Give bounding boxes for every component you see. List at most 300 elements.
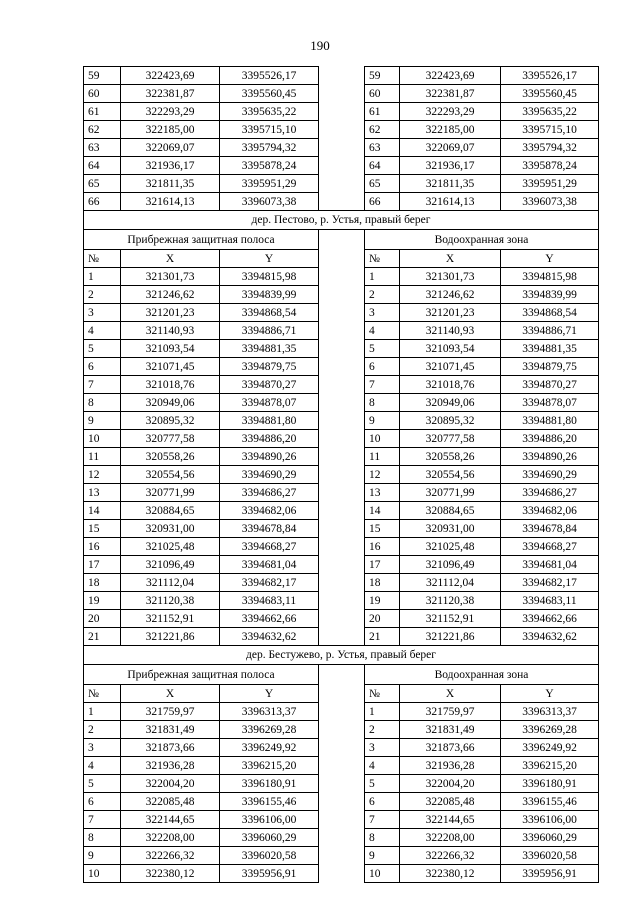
column-gap [319, 430, 365, 448]
left-y-coordinate: 3394686,27 [220, 484, 319, 502]
left-x-coordinate: 321759,97 [121, 703, 220, 721]
left-point-number: 8 [84, 829, 121, 847]
right-x-coordinate: 321301,73 [400, 268, 501, 286]
zone-title-left: Прибрежная защитная полоса [84, 230, 319, 250]
right-header-number: № [365, 685, 400, 703]
left-x-coordinate: 321936,17 [121, 157, 220, 175]
right-point-number: 1 [365, 268, 400, 286]
left-x-coordinate: 321831,49 [121, 721, 220, 739]
left-header-y: Y [220, 250, 319, 268]
left-x-coordinate: 320895,32 [121, 412, 220, 430]
right-point-number: 7 [365, 811, 400, 829]
left-y-coordinate: 3394668,27 [220, 538, 319, 556]
left-y-coordinate: 3394683,11 [220, 592, 319, 610]
left-point-number: 65 [84, 175, 121, 193]
left-point-number: 7 [84, 376, 121, 394]
left-point-number: 7 [84, 811, 121, 829]
table-row [84, 538, 599, 556]
section-title-row [84, 211, 599, 230]
right-y-coordinate: 3394682,17 [501, 574, 599, 592]
table-row [84, 157, 599, 175]
left-y-coordinate: 3394678,84 [220, 520, 319, 538]
right-point-number: 10 [365, 430, 400, 448]
left-y-coordinate: 3396269,28 [220, 721, 319, 739]
right-y-coordinate: 3394815,98 [501, 268, 599, 286]
left-y-coordinate: 3394870,27 [220, 376, 319, 394]
right-y-coordinate: 3394868,54 [501, 304, 599, 322]
left-x-coordinate: 321018,76 [121, 376, 220, 394]
right-y-coordinate: 3396269,28 [501, 721, 599, 739]
right-point-number: 10 [365, 865, 400, 883]
right-x-coordinate: 320554,56 [400, 466, 501, 484]
right-point-number: 6 [365, 358, 400, 376]
left-y-coordinate: 3395635,22 [220, 103, 319, 121]
left-point-number: 6 [84, 358, 121, 376]
left-point-number: 20 [84, 610, 121, 628]
left-y-coordinate: 3394682,06 [220, 502, 319, 520]
right-point-number: 15 [365, 520, 400, 538]
right-y-coordinate: 3395560,45 [501, 85, 599, 103]
left-point-number: 2 [84, 721, 121, 739]
table-row [84, 448, 599, 466]
right-x-coordinate: 320931,00 [400, 520, 501, 538]
right-y-coordinate: 3394682,06 [501, 502, 599, 520]
column-gap [319, 793, 365, 811]
left-x-coordinate: 321873,66 [121, 739, 220, 757]
left-y-coordinate: 3394879,75 [220, 358, 319, 376]
column-gap [319, 665, 365, 685]
table-row [84, 322, 599, 340]
column-gap [319, 574, 365, 592]
left-y-coordinate: 3396073,38 [220, 193, 319, 211]
right-x-coordinate: 321831,49 [400, 721, 501, 739]
column-gap [319, 157, 365, 175]
right-y-coordinate: 3394870,27 [501, 376, 599, 394]
table-row [84, 556, 599, 574]
column-gap [319, 538, 365, 556]
left-y-coordinate: 3394839,99 [220, 286, 319, 304]
right-y-coordinate: 3395715,10 [501, 121, 599, 139]
right-y-coordinate: 3395878,24 [501, 157, 599, 175]
left-y-coordinate: 3394690,29 [220, 466, 319, 484]
right-header-y: Y [501, 250, 599, 268]
right-x-coordinate: 321093,54 [400, 340, 501, 358]
right-point-number: 7 [365, 376, 400, 394]
table-row [84, 304, 599, 322]
left-header-x: X [121, 685, 220, 703]
left-y-coordinate: 3396249,92 [220, 739, 319, 757]
left-x-coordinate: 322208,00 [121, 829, 220, 847]
column-gap [319, 610, 365, 628]
table-row [84, 121, 599, 139]
left-y-coordinate: 3396155,46 [220, 793, 319, 811]
left-y-coordinate: 3394868,54 [220, 304, 319, 322]
left-y-coordinate: 3395715,10 [220, 121, 319, 139]
left-point-number: 2 [84, 286, 121, 304]
left-point-number: 66 [84, 193, 121, 211]
column-gap [319, 703, 365, 721]
right-y-coordinate: 3394690,29 [501, 466, 599, 484]
left-x-coordinate: 321093,54 [121, 340, 220, 358]
left-y-coordinate: 3395951,29 [220, 175, 319, 193]
right-x-coordinate: 321096,49 [400, 556, 501, 574]
left-point-number: 3 [84, 304, 121, 322]
left-x-coordinate: 321152,91 [121, 610, 220, 628]
column-gap [319, 304, 365, 322]
left-y-coordinate: 3394878,07 [220, 394, 319, 412]
column-gap [319, 556, 365, 574]
table-row [84, 466, 599, 484]
left-x-coordinate: 321614,13 [121, 193, 220, 211]
right-x-coordinate: 322144,65 [400, 811, 501, 829]
left-x-coordinate: 320931,00 [121, 520, 220, 538]
right-x-coordinate: 320884,65 [400, 502, 501, 520]
right-y-coordinate: 3396020,58 [501, 847, 599, 865]
right-point-number: 11 [365, 448, 400, 466]
column-gap [319, 230, 365, 250]
right-point-number: 8 [365, 394, 400, 412]
left-x-coordinate: 322069,07 [121, 139, 220, 157]
left-y-coordinate: 3394681,04 [220, 556, 319, 574]
right-y-coordinate: 3395951,29 [501, 175, 599, 193]
left-x-coordinate: 321201,23 [121, 304, 220, 322]
column-gap [319, 502, 365, 520]
column-gap [319, 847, 365, 865]
right-y-coordinate: 3394632,62 [501, 628, 599, 646]
column-gap [319, 286, 365, 304]
left-header-y: Y [220, 685, 319, 703]
left-point-number: 1 [84, 703, 121, 721]
right-point-number: 18 [365, 574, 400, 592]
left-x-coordinate: 321246,62 [121, 286, 220, 304]
column-gap [319, 484, 365, 502]
left-x-coordinate: 321301,73 [121, 268, 220, 286]
section-title: дер. Пестово, р. Устья, правый берег [84, 211, 599, 230]
right-x-coordinate: 320558,26 [400, 448, 501, 466]
right-point-number: 62 [365, 121, 400, 139]
right-point-number: 5 [365, 775, 400, 793]
left-y-coordinate: 3395956,91 [220, 865, 319, 883]
column-gap [319, 811, 365, 829]
left-point-number: 61 [84, 103, 121, 121]
left-point-number: 8 [84, 394, 121, 412]
table-row [84, 574, 599, 592]
table-row [84, 286, 599, 304]
right-x-coordinate: 322004,20 [400, 775, 501, 793]
right-y-coordinate: 3394681,04 [501, 556, 599, 574]
right-point-number: 9 [365, 412, 400, 430]
left-header-number: № [84, 250, 121, 268]
right-x-coordinate: 321936,17 [400, 157, 501, 175]
right-x-coordinate: 321071,45 [400, 358, 501, 376]
right-point-number: 21 [365, 628, 400, 646]
table-row [84, 175, 599, 193]
left-point-number: 21 [84, 628, 121, 646]
left-point-number: 64 [84, 157, 121, 175]
column-gap [319, 139, 365, 157]
left-point-number: 4 [84, 322, 121, 340]
table-row [84, 430, 599, 448]
left-y-coordinate: 3394815,98 [220, 268, 319, 286]
left-y-coordinate: 3394881,35 [220, 340, 319, 358]
right-y-coordinate: 3394881,80 [501, 412, 599, 430]
left-header-x: X [121, 250, 220, 268]
table-row [84, 376, 599, 394]
column-gap [319, 757, 365, 775]
right-point-number: 1 [365, 703, 400, 721]
table-row [84, 484, 599, 502]
left-point-number: 1 [84, 268, 121, 286]
left-x-coordinate: 322266,32 [121, 847, 220, 865]
left-y-coordinate: 3395878,24 [220, 157, 319, 175]
left-point-number: 18 [84, 574, 121, 592]
right-y-coordinate: 3395635,22 [501, 103, 599, 121]
left-x-coordinate: 322381,87 [121, 85, 220, 103]
right-point-number: 63 [365, 139, 400, 157]
right-point-number: 17 [365, 556, 400, 574]
right-y-coordinate: 3394878,07 [501, 394, 599, 412]
table-row [84, 775, 599, 793]
left-x-coordinate: 322004,20 [121, 775, 220, 793]
right-y-coordinate: 3394668,27 [501, 538, 599, 556]
left-x-coordinate: 321140,93 [121, 322, 220, 340]
table-row [84, 721, 599, 739]
left-x-coordinate: 321112,04 [121, 574, 220, 592]
left-header-number: № [84, 685, 121, 703]
column-gap [319, 250, 365, 268]
left-point-number: 9 [84, 847, 121, 865]
left-point-number: 11 [84, 448, 121, 466]
right-x-coordinate: 321614,13 [400, 193, 501, 211]
section-title-row [84, 646, 599, 665]
right-point-number: 13 [365, 484, 400, 502]
right-y-coordinate: 3396215,20 [501, 757, 599, 775]
table-row [84, 793, 599, 811]
left-y-coordinate: 3394886,20 [220, 430, 319, 448]
left-point-number: 9 [84, 412, 121, 430]
column-gap [319, 121, 365, 139]
column-gap [319, 865, 365, 883]
left-x-coordinate: 320949,06 [121, 394, 220, 412]
right-y-coordinate: 3394683,11 [501, 592, 599, 610]
table-row [84, 268, 599, 286]
coordinates-table [83, 66, 599, 883]
left-point-number: 60 [84, 85, 121, 103]
right-x-coordinate: 320949,06 [400, 394, 501, 412]
right-x-coordinate: 321759,97 [400, 703, 501, 721]
left-y-coordinate: 3395526,17 [220, 67, 319, 85]
table-row [84, 847, 599, 865]
right-y-coordinate: 3394890,26 [501, 448, 599, 466]
left-x-coordinate: 320884,65 [121, 502, 220, 520]
right-point-number: 60 [365, 85, 400, 103]
left-y-coordinate: 3394881,80 [220, 412, 319, 430]
column-gap [319, 739, 365, 757]
left-x-coordinate: 321096,49 [121, 556, 220, 574]
right-x-coordinate: 320895,32 [400, 412, 501, 430]
right-point-number: 65 [365, 175, 400, 193]
right-point-number: 4 [365, 757, 400, 775]
left-point-number: 17 [84, 556, 121, 574]
left-point-number: 10 [84, 865, 121, 883]
left-y-coordinate: 3396313,37 [220, 703, 319, 721]
left-x-coordinate: 320558,26 [121, 448, 220, 466]
right-point-number: 9 [365, 847, 400, 865]
right-x-coordinate: 321018,76 [400, 376, 501, 394]
left-x-coordinate: 322144,65 [121, 811, 220, 829]
right-x-coordinate: 321112,04 [400, 574, 501, 592]
column-gap [319, 721, 365, 739]
table-row [84, 592, 599, 610]
right-y-coordinate: 3396313,37 [501, 703, 599, 721]
right-point-number: 6 [365, 793, 400, 811]
zone-title-right: Водоохранная зона [365, 665, 599, 685]
right-point-number: 4 [365, 322, 400, 340]
left-point-number: 62 [84, 121, 121, 139]
right-x-coordinate: 321221,86 [400, 628, 501, 646]
zone-header-row [84, 665, 599, 685]
right-x-coordinate: 321140,93 [400, 322, 501, 340]
section-title: дер. Бестужево, р. Устья, правый берег [84, 646, 599, 665]
left-x-coordinate: 322185,00 [121, 121, 220, 139]
right-x-coordinate: 321120,38 [400, 592, 501, 610]
column-gap [319, 829, 365, 847]
column-gap [319, 67, 365, 85]
left-point-number: 15 [84, 520, 121, 538]
left-point-number: 63 [84, 139, 121, 157]
table-row [84, 757, 599, 775]
right-x-coordinate: 321936,28 [400, 757, 501, 775]
right-x-coordinate: 322069,07 [400, 139, 501, 157]
column-gap [319, 394, 365, 412]
right-point-number: 14 [365, 502, 400, 520]
right-y-coordinate: 3396060,29 [501, 829, 599, 847]
right-y-coordinate: 3394662,66 [501, 610, 599, 628]
table-row [84, 628, 599, 646]
right-point-number: 20 [365, 610, 400, 628]
column-gap [319, 685, 365, 703]
right-y-coordinate: 3394686,27 [501, 484, 599, 502]
right-point-number: 16 [365, 538, 400, 556]
right-x-coordinate: 321025,48 [400, 538, 501, 556]
column-gap [319, 466, 365, 484]
left-x-coordinate: 321071,45 [121, 358, 220, 376]
left-x-coordinate: 322293,29 [121, 103, 220, 121]
right-y-coordinate: 3394678,84 [501, 520, 599, 538]
table-row [84, 520, 599, 538]
left-y-coordinate: 3394632,62 [220, 628, 319, 646]
right-y-coordinate: 3395526,17 [501, 67, 599, 85]
table-row [84, 67, 599, 85]
column-gap [319, 340, 365, 358]
right-point-number: 66 [365, 193, 400, 211]
right-x-coordinate: 322293,29 [400, 103, 501, 121]
table-row [84, 739, 599, 757]
table-row [84, 865, 599, 883]
right-y-coordinate: 3396249,92 [501, 739, 599, 757]
left-point-number: 13 [84, 484, 121, 502]
right-point-number: 19 [365, 592, 400, 610]
left-point-number: 3 [84, 739, 121, 757]
table-row [84, 394, 599, 412]
table-row [84, 703, 599, 721]
left-x-coordinate: 321120,38 [121, 592, 220, 610]
right-x-coordinate: 321152,91 [400, 610, 501, 628]
right-header-x: X [400, 685, 501, 703]
right-header-number: № [365, 250, 400, 268]
left-x-coordinate: 322380,12 [121, 865, 220, 883]
right-x-coordinate: 321201,23 [400, 304, 501, 322]
right-point-number: 12 [365, 466, 400, 484]
right-x-coordinate: 322185,00 [400, 121, 501, 139]
right-y-coordinate: 3396073,38 [501, 193, 599, 211]
table-row [84, 340, 599, 358]
right-point-number: 8 [365, 829, 400, 847]
table-row [84, 811, 599, 829]
right-y-coordinate: 3396180,91 [501, 775, 599, 793]
column-gap [319, 322, 365, 340]
right-point-number: 3 [365, 739, 400, 757]
left-y-coordinate: 3395794,32 [220, 139, 319, 157]
right-y-coordinate: 3396106,00 [501, 811, 599, 829]
zone-title-left: Прибрежная защитная полоса [84, 665, 319, 685]
left-y-coordinate: 3396060,29 [220, 829, 319, 847]
left-point-number: 12 [84, 466, 121, 484]
left-y-coordinate: 3394662,66 [220, 610, 319, 628]
right-x-coordinate: 322085,48 [400, 793, 501, 811]
left-point-number: 10 [84, 430, 121, 448]
column-gap [319, 412, 365, 430]
coordinates-table-body [84, 67, 599, 883]
left-point-number: 19 [84, 592, 121, 610]
right-x-coordinate: 321873,66 [400, 739, 501, 757]
column-gap [319, 193, 365, 211]
right-point-number: 3 [365, 304, 400, 322]
right-x-coordinate: 322381,87 [400, 85, 501, 103]
right-x-coordinate: 322208,00 [400, 829, 501, 847]
right-header-x: X [400, 250, 501, 268]
column-gap [319, 175, 365, 193]
right-y-coordinate: 3394879,75 [501, 358, 599, 376]
left-x-coordinate: 322423,69 [121, 67, 220, 85]
right-x-coordinate: 320771,99 [400, 484, 501, 502]
right-y-coordinate: 3395794,32 [501, 139, 599, 157]
right-point-number: 5 [365, 340, 400, 358]
column-header-row [84, 250, 599, 268]
left-y-coordinate: 3396020,58 [220, 847, 319, 865]
right-x-coordinate: 321811,35 [400, 175, 501, 193]
left-x-coordinate: 321811,35 [121, 175, 220, 193]
table-row [84, 502, 599, 520]
left-y-coordinate: 3394886,71 [220, 322, 319, 340]
left-x-coordinate: 321221,86 [121, 628, 220, 646]
left-x-coordinate: 320554,56 [121, 466, 220, 484]
column-gap [319, 85, 365, 103]
left-x-coordinate: 322085,48 [121, 793, 220, 811]
right-y-coordinate: 3394839,99 [501, 286, 599, 304]
column-gap [319, 376, 365, 394]
left-point-number: 5 [84, 775, 121, 793]
table-row [84, 358, 599, 376]
left-point-number: 14 [84, 502, 121, 520]
right-x-coordinate: 322423,69 [400, 67, 501, 85]
left-x-coordinate: 320777,58 [121, 430, 220, 448]
table-row [84, 85, 599, 103]
table-row [84, 610, 599, 628]
zone-header-row [84, 230, 599, 250]
left-point-number: 16 [84, 538, 121, 556]
table-row [84, 193, 599, 211]
